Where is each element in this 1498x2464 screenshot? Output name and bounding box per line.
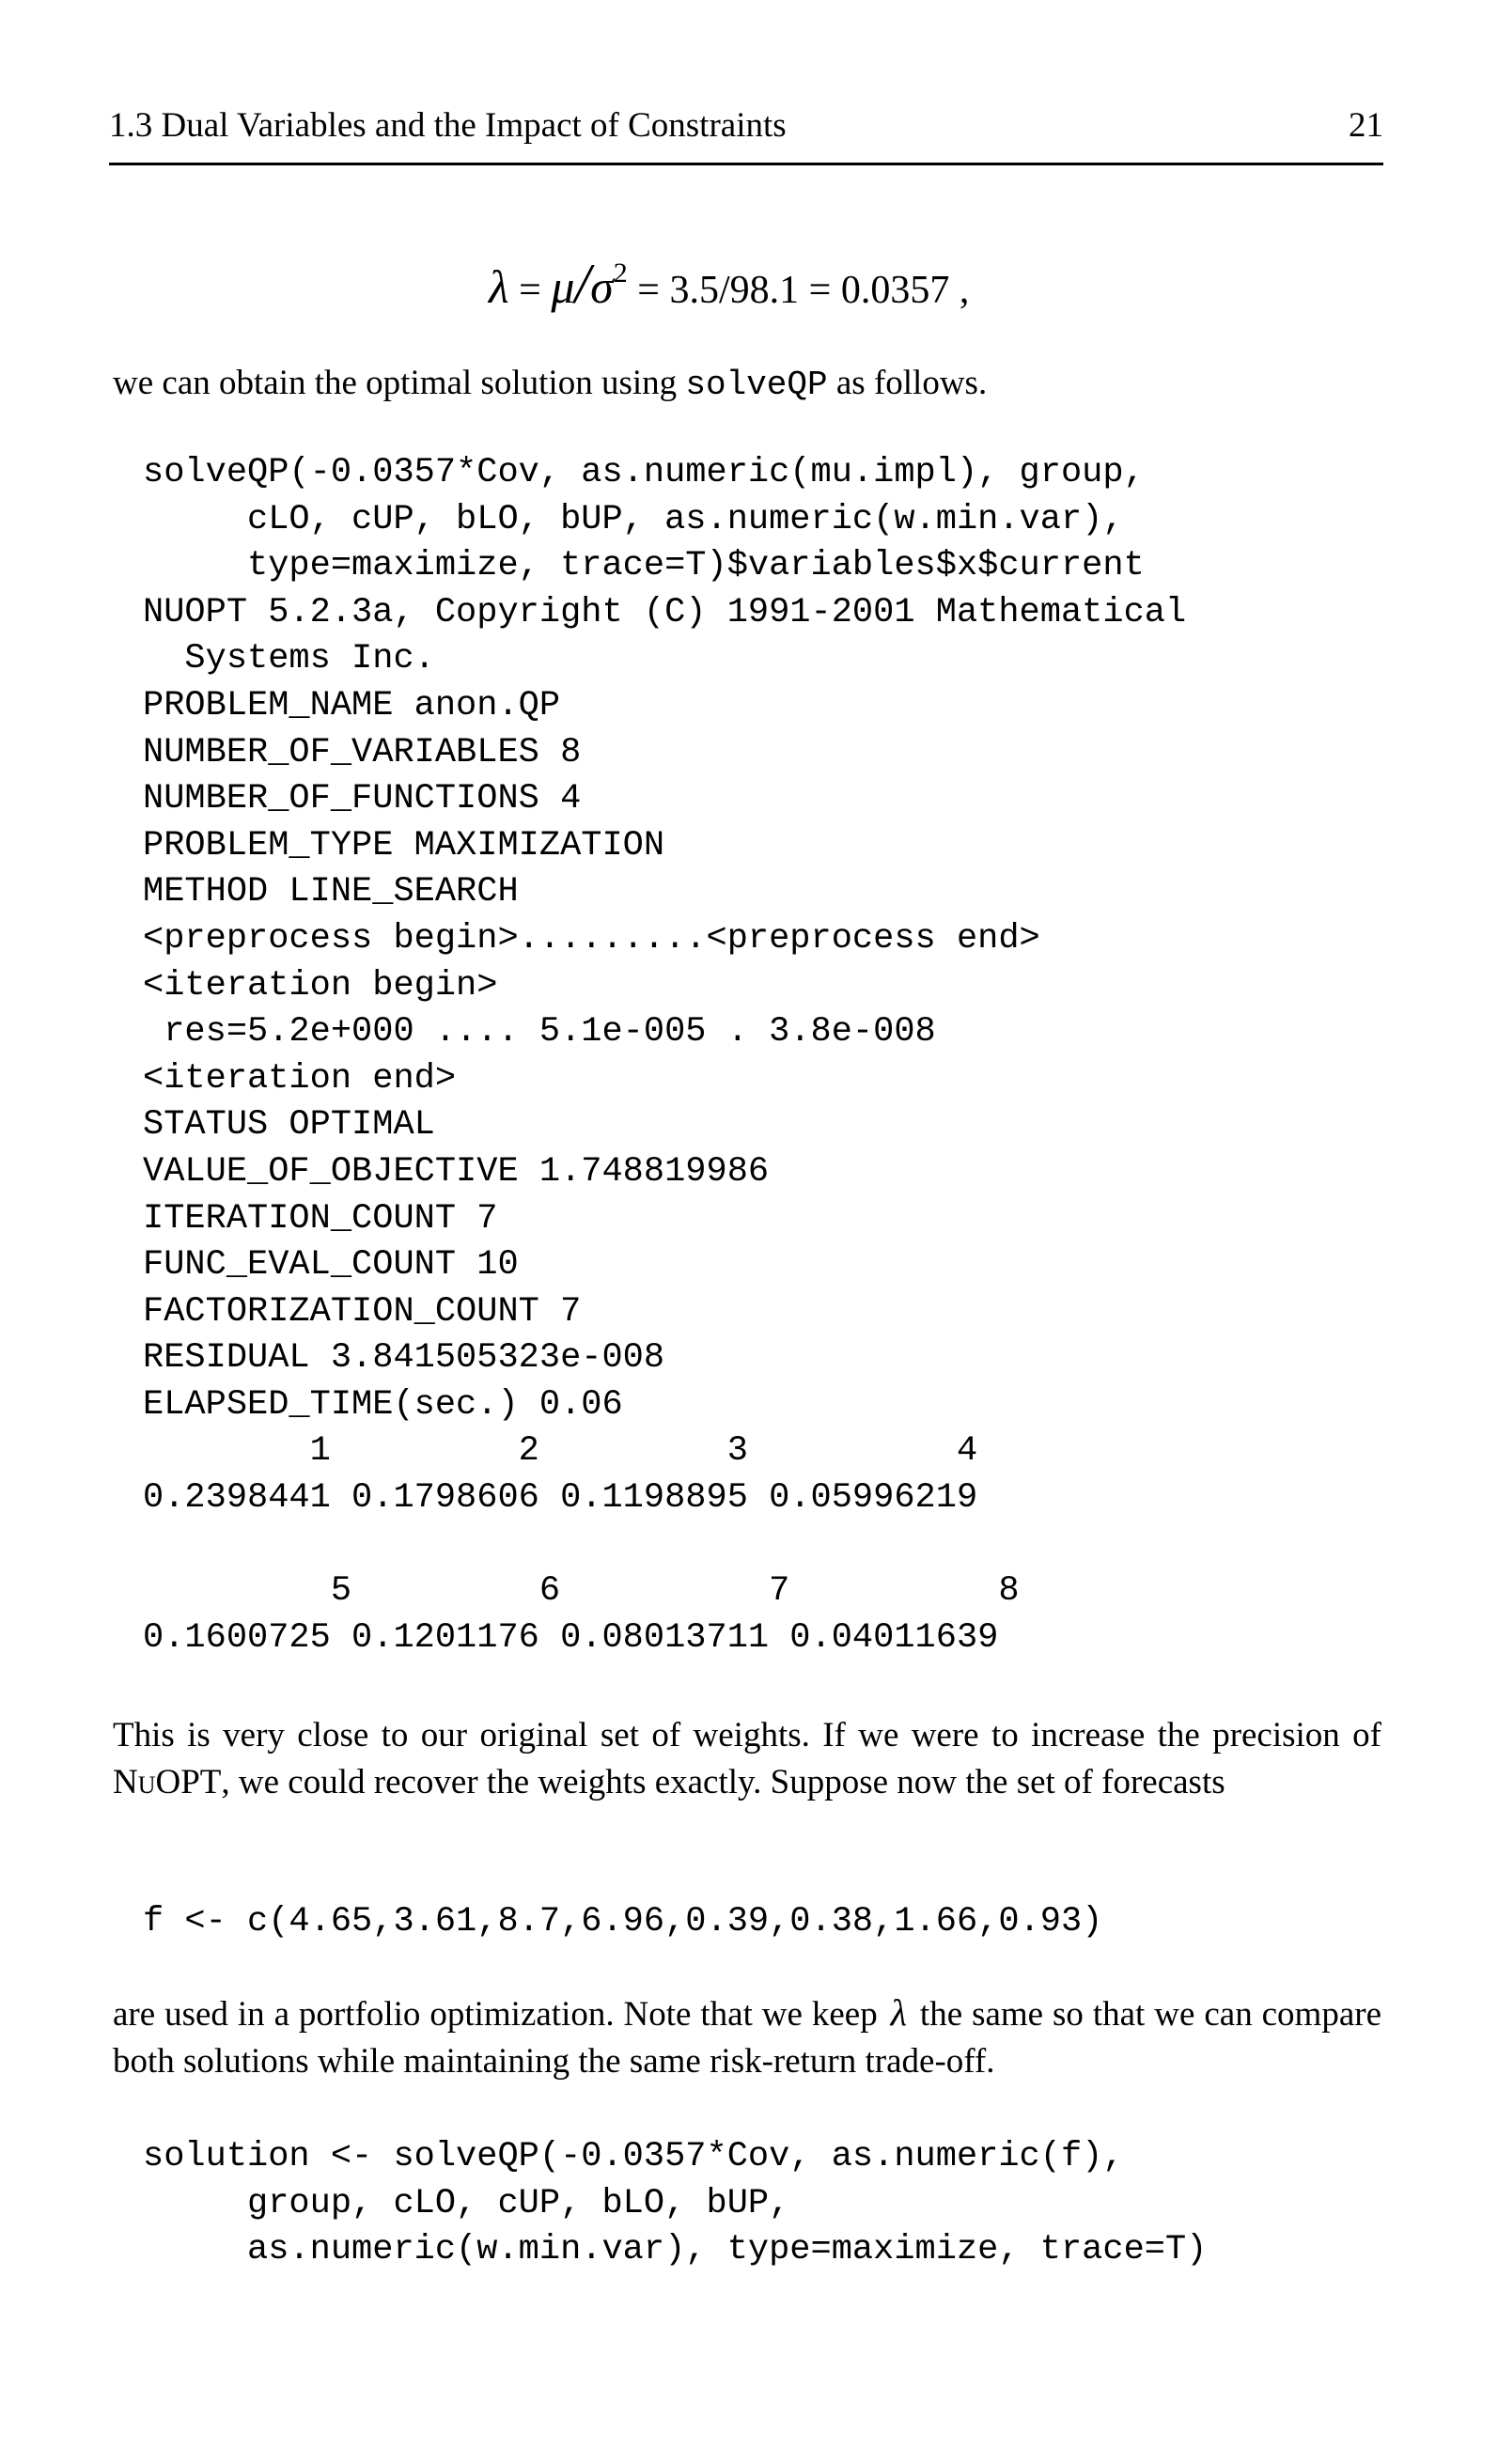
code1-line: 0.2398441 0.1798606 0.1198895 0.05996219: [143, 1478, 978, 1519]
exponent: 2: [613, 257, 628, 289]
code1-line: <iteration end>: [143, 1058, 457, 1099]
header-rule: [109, 163, 1383, 165]
code1-line: NUMBER_OF_VARIABLES 8: [143, 732, 582, 772]
lambda-inline: λ: [890, 1991, 907, 2034]
code1-line: NUOPT 5.2.3a, Copyright (C) 1991-2001 Mathematical: [143, 592, 1187, 632]
code-block-solveqp-output: [143, 450, 1186, 1661]
fraction-slash: /: [574, 253, 591, 315]
para2-part1: This is very close to our original set of weights. If we were to increase the precision of: [113, 1716, 1381, 1754]
code1-line: type=maximize, trace=T)$variables$x$current: [143, 546, 1145, 586]
para1-before: we can obtain the optimal solution using: [113, 364, 686, 402]
code-block-forecasts: f <- c(4.65,3.61,8.7,6.96,0.39,0.38,1.66,0.93): [143, 1902, 1103, 1942]
code1-line: FUNC_EVAL_COUNT 10: [143, 1245, 519, 1286]
code1-line: <preprocess begin>.........<preprocess end>: [143, 918, 1040, 959]
code1-line: FACTORIZATION_COUNT 7: [143, 1291, 582, 1332]
lambda-equation: [489, 252, 969, 317]
code1-line: RESIDUAL 3.841505323e-008: [143, 1338, 665, 1379]
paragraph-lambda: [113, 1989, 1381, 2085]
code1-line: 0.1600725 0.1201176 0.08013711 0.04011639: [143, 1617, 999, 1658]
section-title: 1.3 Dual Variables and the Impact of Constraints: [109, 106, 787, 145]
para1-after: as follows.: [827, 364, 988, 402]
code1-line: PROBLEM_TYPE MAXIMIZATION: [143, 825, 665, 866]
code1-line: METHOD LINE_SEARCH: [143, 872, 519, 912]
lambda-symbol: λ: [489, 260, 509, 313]
code1-line: <iteration begin>: [143, 965, 498, 1006]
code1-line: PROBLEM_NAME anon.QP: [143, 685, 561, 725]
para2-part2: , we could recover the weights exactly. Suppose now the set of forecasts: [221, 1763, 1225, 1801]
code1-line: solveQP(-0.0357*Cov, as.numeric(mu.impl), group,: [143, 453, 1145, 492]
code1-line: 5 6 7 8: [143, 1571, 1020, 1612]
code1-line: VALUE_OF_OBJECTIVE 1.748819986: [143, 1151, 770, 1192]
code3-line: group, cLO, cUP, bLO, bUP,: [143, 2183, 790, 2223]
code1-line: ELAPSED_TIME(sec.) 0.06: [143, 1384, 623, 1425]
sigma-symbol: σ: [590, 260, 614, 313]
code1-line: res=5.2e+000 .... 5.1e-005 . 3.8e-008: [143, 1012, 936, 1053]
code1-line: 1 2 3 4: [143, 1431, 978, 1472]
code1-line: Systems Inc.: [143, 639, 435, 679]
inline-code-solveqp: solveQP: [685, 366, 828, 404]
code3-line: solution <- solveQP(-0.0357*Cov, as.numeric(f),: [143, 2137, 1124, 2176]
equals-sign: =: [508, 269, 552, 312]
para3-part2: the same so that we can compare both solutions while maintaining the same risk-return trade-off.: [113, 1995, 1381, 2081]
code1-line: NUMBER_OF_FUNCTIONS 4: [143, 779, 582, 819]
nuopt-name: NuOPT: [113, 1763, 222, 1801]
paragraph-weights: [113, 1712, 1381, 1806]
page-number: 21: [1349, 106, 1383, 145]
code1-line: STATUS OPTIMAL: [143, 1105, 435, 1146]
running-header: [109, 100, 1383, 150]
code1-line: [143, 1522, 1186, 1569]
code1-line: cLO, cUP, bLO, bUP, as.numeric(w.min.var),: [143, 499, 1124, 539]
equation-value: = 3.5/98.1 = 0.0357 ,: [627, 269, 970, 312]
paragraph-intro: [113, 360, 1381, 409]
para3-part1: are used in a portfolio optimization. Note that we keep: [113, 1995, 887, 2034]
code-block-solution: [143, 2134, 1207, 2274]
code1-line: ITERATION_COUNT 7: [143, 1198, 498, 1239]
mu-symbol: μ: [551, 260, 575, 313]
code3-line: as.numeric(w.min.var), type=maximize, trace=T): [143, 2230, 1208, 2270]
